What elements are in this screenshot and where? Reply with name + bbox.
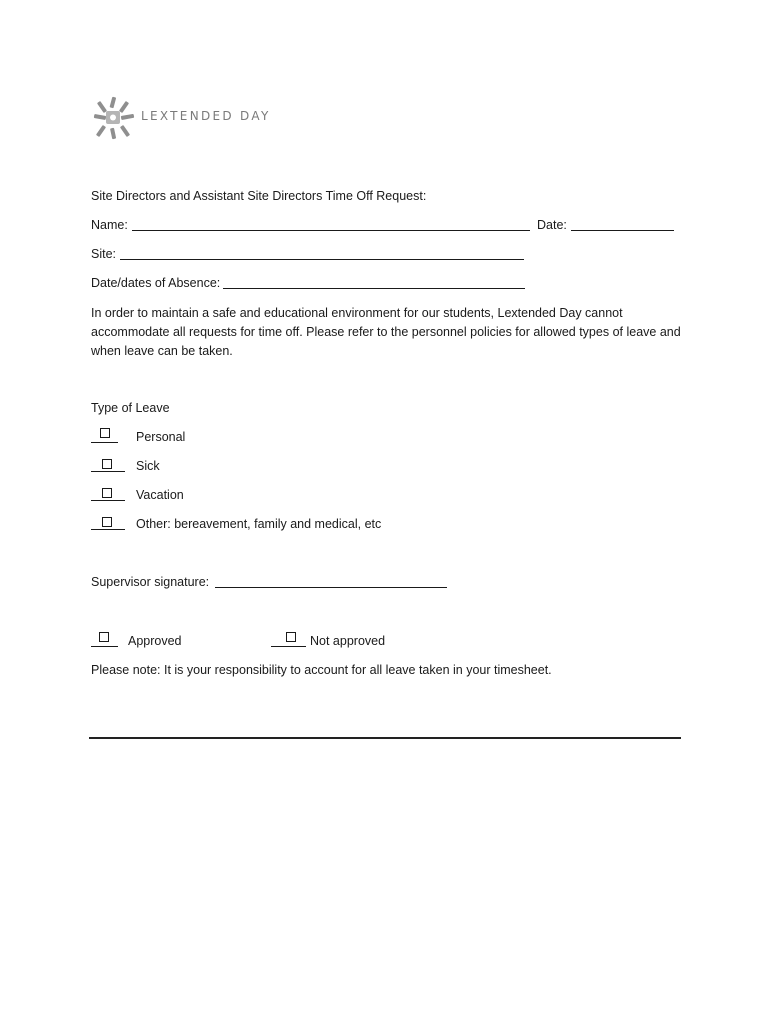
brand-name: LEXTENDED DAY <box>141 109 271 123</box>
leave-heading: Type of Leave <box>91 401 170 415</box>
leave-option-other: Other: bereavement, family and medical, etc <box>136 517 382 531</box>
site-field[interactable] <box>120 259 524 260</box>
name-label: Name: <box>91 218 128 232</box>
site-label: Site: <box>91 247 117 261</box>
intro-paragraph: In order to maintain a safe and educational environment for our students, Lextended Day cannot accommodate all requests for time off. Please refer to the personnel policies for allowed types of leave and when leave can be taken. <box>91 306 681 358</box>
name-field[interactable] <box>132 230 530 231</box>
leave-underline <box>91 442 118 443</box>
personal-checkbox[interactable] <box>100 428 110 438</box>
not-approved-checkbox[interactable] <box>286 632 296 642</box>
sick-checkbox[interactable] <box>102 459 112 469</box>
approved-checkbox[interactable] <box>99 632 109 642</box>
leave-underline <box>91 471 125 472</box>
leave-option-personal: Personal <box>136 430 186 444</box>
leave-underline <box>91 500 125 501</box>
approved-underline <box>91 646 118 647</box>
vacation-checkbox[interactable] <box>102 488 112 498</box>
date-label: Date: <box>537 218 567 232</box>
supervisor-label: Supervisor signature: <box>91 575 210 589</box>
absence-label: Date/dates of Absence: <box>91 276 221 290</box>
not-approved-label: Not approved <box>310 634 386 648</box>
absence-field[interactable] <box>223 288 525 289</box>
leave-option-sick: Sick <box>136 459 160 473</box>
supervisor-signature-field[interactable] <box>215 587 447 588</box>
date-field[interactable] <box>571 230 674 231</box>
lextended-day-logo-icon <box>92 95 136 141</box>
approved-label: Approved <box>128 634 182 648</box>
leave-underline <box>91 529 125 530</box>
note-text: Please note: It is your responsibility to account for all leave taken in your timesheet. <box>91 663 552 677</box>
bottom-divider <box>89 737 681 739</box>
form-title: Site Directors and Assistant Site Directors Time Off Request: <box>91 189 427 203</box>
not-approved-underline <box>271 646 306 647</box>
leave-option-vacation: Vacation <box>136 488 184 502</box>
other-checkbox[interactable] <box>102 517 112 527</box>
